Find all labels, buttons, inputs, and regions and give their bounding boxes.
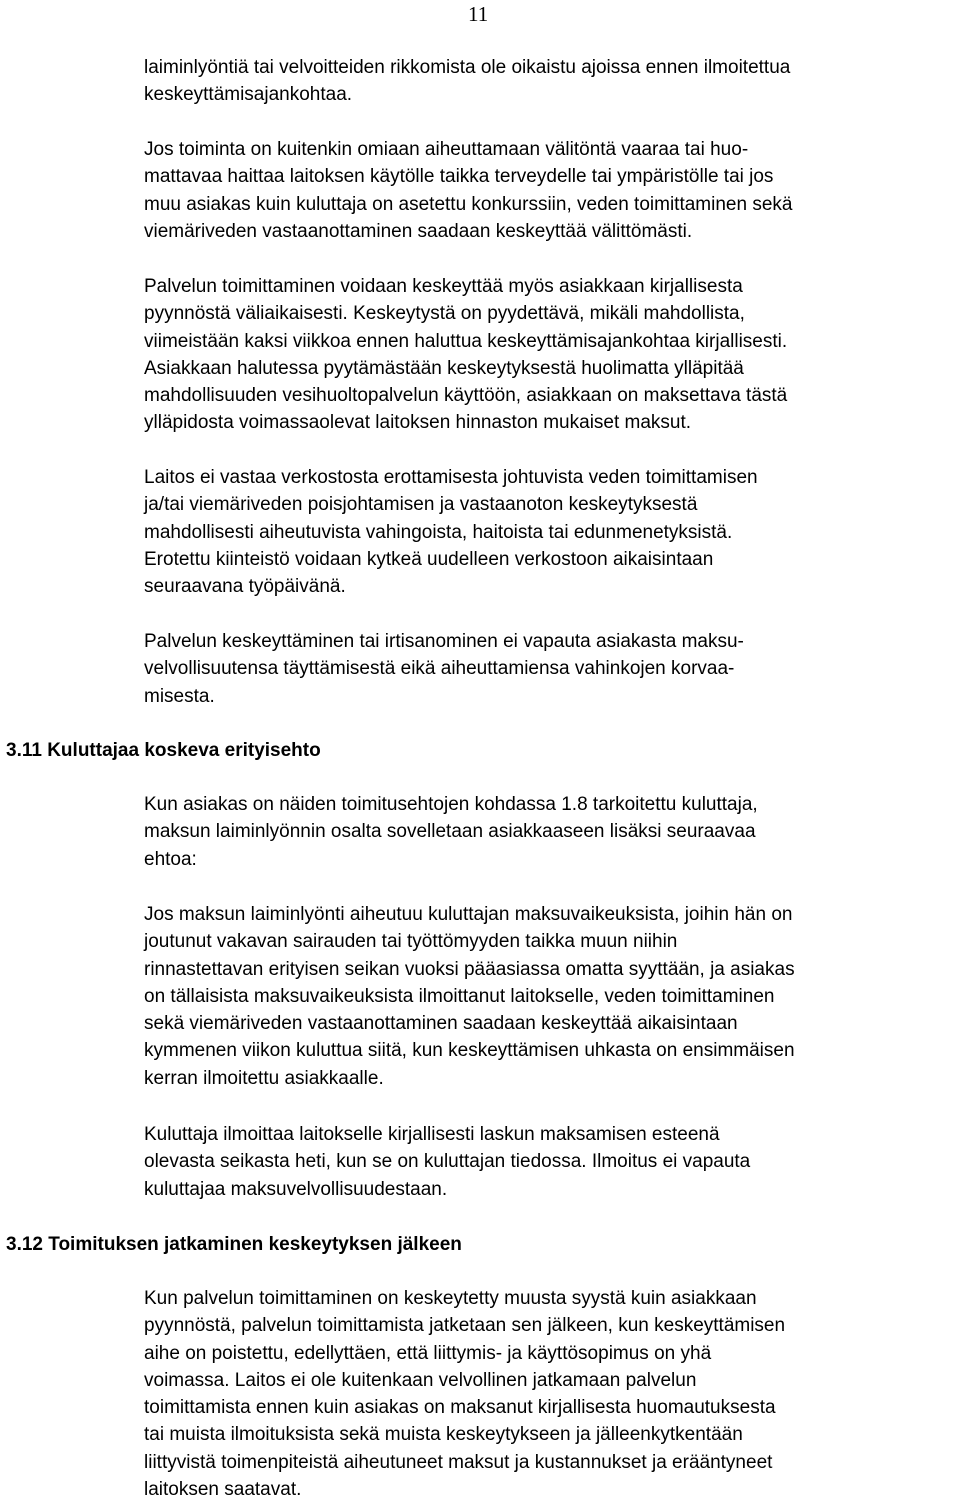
text-line: Laitos ei vastaa verkostosta erottamisesta johtuvista veden toimittamisen: [144, 467, 758, 488]
text-line: pyynnöstä, palvelun toimittamista jatketaan sen jälkeen, kun keskeyttämisen: [144, 1315, 786, 1337]
text-line: mahdollisuuden vesihuoltopalvelun käyttöön, asiakkaan on maksettava tästä: [144, 385, 788, 407]
paragraph-8: [144, 1121, 944, 1203]
text-line: Jos maksun laiminlyönti aiheutuu kuluttajan maksuvaikeuksista, joihin hän on: [144, 904, 793, 925]
text-line: pyynnöstä väliaikaisesti. Keskeytystä on pyydettävä, mikäli mahdollista,: [144, 303, 745, 325]
text-line: Jos toiminta on kuitenkin omiaan aiheuttamaan välitöntä vaaraa tai huo-: [144, 139, 749, 160]
text-line: joutunut vakavan sairauden tai työttömyyden taikka muun niihin: [144, 931, 678, 953]
text-line: kerran ilmoitettu asiakkaalle.: [144, 1067, 384, 1089]
text-line: Palvelun toimittaminen voidaan keskeyttää myös asiakkaan kirjallisesta: [144, 276, 743, 297]
text-line: seuraavana työpäivänä.: [144, 576, 346, 598]
text-line: Palvelun keskeyttäminen tai irtisanominen ei vapauta asiakasta maksu-: [144, 631, 744, 652]
text-line: mattavaa haittaa laitoksen käytölle taikka terveydelle tai ympäristölle tai jos: [144, 166, 774, 188]
text-line: toimittamista ennen kuin asiakas on maksanut kirjallisesta huomautuksesta: [144, 1397, 776, 1419]
paragraph-2: [144, 136, 944, 245]
paragraph-3: [144, 273, 944, 437]
text-line: aihe on poistettu, edellyttäen, että liittymis- ja käyttösopimus on yhä: [144, 1342, 712, 1364]
text-line: velvollisuutensa täyttämisestä eikä aiheuttamiensa vahinkojen korvaa-: [144, 658, 735, 680]
text-line: Kun palvelun toimittaminen on keskeytetty muusta syystä kuin asiakkaan: [144, 1288, 757, 1309]
text-line: kymmenen viikon kuluttua siitä, kun keskeyttämisen uhkasta on ensimmäisen: [144, 1040, 795, 1062]
text-line: rinnastettavan erityisen seikan vuoksi pääasiassa omatta syyttään, ja asiakas: [144, 958, 795, 980]
text-line: kuluttajaa maksuvelvollisuudestaan.: [144, 1178, 448, 1200]
text-line: ehtoa:: [144, 848, 197, 870]
text-line: Asiakkaan halutessa pyytämästään keskeytyksestä huolimatta ylläpitää: [144, 357, 744, 379]
text-line: olevasta seikasta heti, kun se on kuluttajan tiedossa. Ilmoitus ei vapauta: [144, 1151, 751, 1173]
text-line: ylläpidosta voimassaolevat laitoksen hinnaston mukaiset maksut.: [144, 412, 692, 434]
text-line: Erotettu kiinteistö voidaan kytkeä uudelleen verkostoon aikaisintaan: [144, 548, 714, 570]
text-line: sekä viemäriveden vastaanottaminen saadaan keskeyttää aikaisintaan: [144, 1013, 738, 1035]
paragraph-7: [144, 901, 944, 1092]
text-line: viimeistään kaksi viikkoa ennen haluttua keskeyttämisajankohtaa kirjallisesti.: [144, 330, 788, 352]
text-line: ja/tai viemäriveden poisjohtamisen ja vastaanoton keskeytyksestä: [144, 494, 698, 516]
text-line: Kuluttaja ilmoittaa laitokselle kirjallisesti laskun maksamisen esteenä: [144, 1124, 720, 1145]
text-line: laiminlyöntiä tai velvoitteiden rikkomista ole oikaistu ajoissa ennen ilmoitettua: [144, 57, 791, 78]
text-line: keskeyttämisajankohtaa.: [144, 84, 353, 106]
text-line: muu asiakas kuin kuluttaja on asetettu konkurssiin, veden toimittaminen sekä: [144, 193, 793, 215]
text-line: voimassa. Laitos ei ole kuitenkaan velvollinen jatkamaan palvelun: [144, 1369, 697, 1391]
section-heading-3-11: 3.11 Kuluttajaa koskeva erityisehto: [6, 740, 321, 761]
page-number: 11: [468, 2, 489, 26]
text-line: maksun laiminlyönnin osalta sovelletaan asiakkaaseen lisäksi seuraavaa: [144, 821, 756, 843]
text-line: misesta.: [144, 685, 215, 707]
text-line: viemäriveden vastaanottaminen saadaan keskeyttää välittömästi.: [144, 220, 693, 242]
paragraph-4: [144, 464, 944, 600]
text-line: laitoksen saatavat.: [144, 1479, 302, 1501]
text-line: liittyvistä toimenpiteistä aiheutuneet maksut ja kustannukset ja erääntyneet: [144, 1451, 773, 1473]
text-line: mahdollisesti aiheutuvista vahingoista, haitoista tai edunmenetyksistä.: [144, 521, 733, 543]
text-line: tai muista ilmoituksista sekä muista keskeytykseen ja jälleenkytkentään: [144, 1424, 743, 1446]
text-line: Kun asiakas on näiden toimitusehtojen kohdassa 1.8 tarkoitettu kuluttaja,: [144, 794, 758, 815]
paragraph-1: [144, 54, 944, 109]
text-line: on tällaisista maksuvaikeuksista ilmoittanut laitokselle, veden toimittaminen: [144, 985, 775, 1007]
paragraph-9: [144, 1285, 944, 1503]
paragraph-5: [144, 628, 944, 710]
section-heading-3-12: 3.12 Toimituksen jatkaminen keskeytyksen jälkeen: [6, 1234, 462, 1255]
paragraph-6: [144, 791, 944, 873]
